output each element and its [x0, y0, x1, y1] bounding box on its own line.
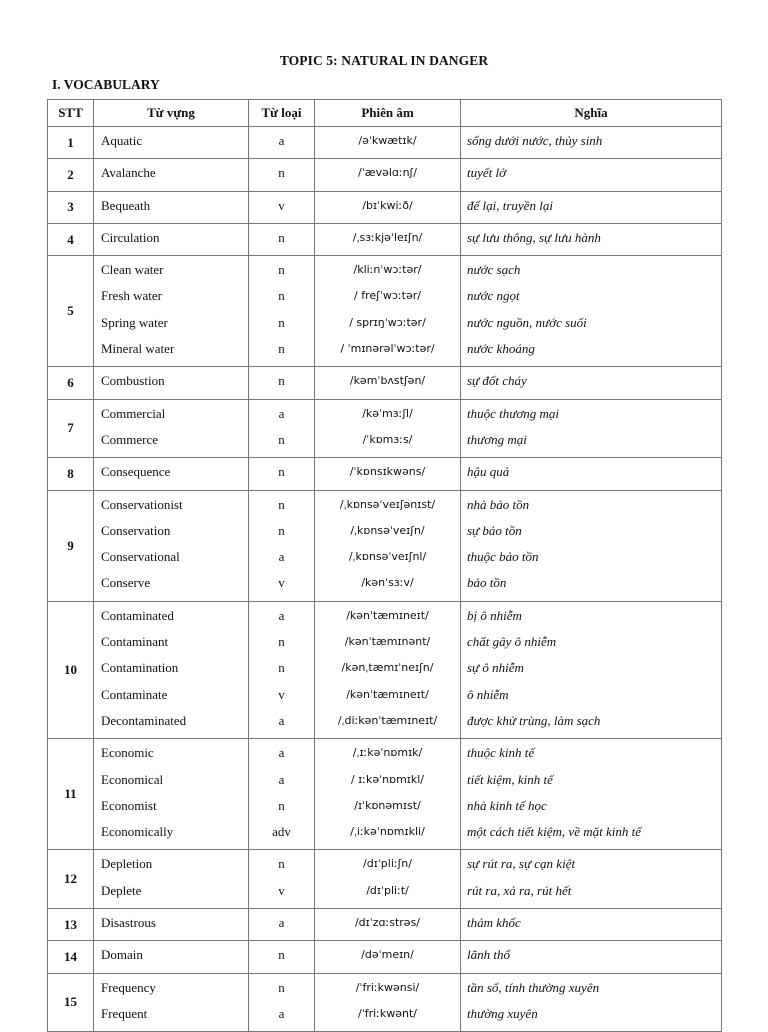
pronunciation-text: /ˌkɒnsəˈveɪʃnl/ — [348, 550, 427, 564]
table-row — [48, 191, 722, 223]
meaning-cell — [461, 973, 722, 1032]
row-number: 11 — [48, 739, 94, 850]
pronunciation-text: /kənˌtæmɪˈneɪʃn/ — [341, 661, 434, 675]
pronunciation-text: /kliːnˈwɔːtər/ — [353, 263, 422, 277]
meaning-cell — [461, 850, 722, 909]
word-text: Conserve — [101, 575, 151, 591]
meaning-cell — [461, 367, 722, 399]
meaning-text: sự ô nhiễm — [467, 660, 524, 676]
header-stt: STT — [48, 100, 94, 127]
meaning-cell — [461, 909, 722, 941]
table-row — [48, 256, 722, 367]
meaning-text: sự rút ra, sự cạn kiệt — [467, 856, 576, 872]
part-of-speech-cell — [249, 191, 315, 223]
meaning-cell — [461, 739, 722, 850]
pronunciation-text: /ˌkɒnsəˈveɪʃənɪst/ — [339, 497, 436, 511]
pronunciation-text: /ˈfriːkwənt/ — [357, 1006, 417, 1020]
part-of-speech-text: a — [278, 549, 285, 565]
table-row — [48, 159, 722, 191]
pronunciation-text: /kənˈtæmɪneɪt/ — [346, 608, 429, 622]
word-text: Economist — [101, 797, 157, 813]
pronunciation-text: /ˌdiːkənˈtæmɪneɪt/ — [337, 713, 438, 727]
meaning-text: bảo tồn — [467, 575, 507, 591]
meaning-cell — [461, 223, 722, 255]
table-row — [48, 223, 722, 255]
pronunciation-cell — [315, 601, 461, 738]
part-of-speech-text: n — [278, 314, 285, 330]
word-text: Conservational — [101, 549, 180, 565]
pronunciation-cell — [315, 159, 461, 191]
word-text: Economic — [101, 745, 154, 761]
section-heading: I. VOCABULARY — [52, 77, 160, 92]
table-row — [48, 973, 722, 1032]
meaning-text: nước ngọt — [467, 288, 520, 304]
meaning-text: chất gây ô nhiễm — [467, 634, 557, 650]
table-body — [48, 127, 722, 1032]
pronunciation-cell — [315, 367, 461, 399]
word-text: Domain — [101, 947, 143, 963]
part-of-speech-text: n — [278, 229, 285, 245]
word-cell — [94, 399, 249, 458]
page-title: TOPIC 5: NATURAL IN DANGER — [279, 53, 489, 68]
row-number: 5 — [48, 256, 94, 367]
table-row — [48, 458, 722, 490]
part-of-speech-cell — [249, 223, 315, 255]
part-of-speech-text: n — [278, 373, 285, 389]
meaning-text: sống dưới nước, thủy sinh — [467, 133, 603, 148]
row-number: 15 — [48, 973, 94, 1032]
word-text: Economically — [101, 824, 174, 840]
header-part-of-speech: Từ loại — [249, 100, 315, 127]
pronunciation-text: /dəˈmeɪn/ — [361, 948, 414, 962]
word-text: Contaminated — [101, 607, 174, 623]
part-of-speech-text: a — [278, 745, 285, 761]
part-of-speech-text: n — [278, 165, 285, 181]
pronunciation-cell — [315, 739, 461, 850]
part-of-speech-cell — [249, 159, 315, 191]
pronunciation-cell — [315, 256, 461, 367]
part-of-speech-text: v — [278, 197, 285, 213]
part-of-speech-text: n — [278, 496, 285, 512]
row-number: 3 — [48, 191, 94, 223]
pronunciation-text: /bɪˈkwiːð/ — [362, 198, 413, 212]
pronunciation-text: /ˌkɒnsəˈveɪʃn/ — [350, 523, 425, 537]
meaning-text: hậu quả — [467, 464, 510, 480]
table-row — [48, 909, 722, 941]
row-number: 9 — [48, 490, 94, 601]
meaning-text: thuộc bảo tồn — [467, 549, 539, 565]
meaning-cell — [461, 159, 722, 191]
word-text: Decontaminated — [101, 712, 187, 728]
vocabulary-table — [47, 99, 722, 1032]
part-of-speech-text: n — [278, 464, 285, 480]
pronunciation-text: /dɪˈpliːʃn/ — [363, 857, 412, 871]
table-header-row — [48, 100, 722, 127]
part-of-speech-cell — [249, 941, 315, 973]
meaning-cell — [461, 127, 722, 159]
part-of-speech-cell — [249, 601, 315, 738]
pronunciation-text: /kəˈmɜːʃl/ — [362, 406, 413, 420]
row-number: 13 — [48, 909, 94, 941]
part-of-speech-text: n — [278, 947, 285, 963]
pronunciation-text: /ˈkɒmɜːs/ — [362, 432, 413, 446]
pronunciation-cell — [315, 850, 461, 909]
part-of-speech-cell — [249, 973, 315, 1032]
meaning-text: tiết kiệm, kinh tế — [467, 771, 553, 787]
part-of-speech-text: a — [278, 771, 285, 787]
pronunciation-text: / freʃˈwɔːtər/ — [354, 289, 421, 303]
part-of-speech-cell — [249, 127, 315, 159]
pronunciation-text: /ˈfriːkwənsi/ — [355, 980, 420, 994]
word-cell — [94, 223, 249, 255]
meaning-text: tuyết lở — [467, 165, 507, 181]
word-text: Spring water — [101, 314, 168, 330]
row-number: 1 — [48, 127, 94, 159]
pronunciation-cell — [315, 458, 461, 490]
part-of-speech-cell — [249, 458, 315, 490]
word-cell — [94, 127, 249, 159]
part-of-speech-text: v — [278, 882, 285, 898]
pronunciation-cell — [315, 973, 461, 1032]
word-text: Circulation — [101, 229, 160, 245]
part-of-speech-text: a — [278, 915, 285, 931]
meaning-text: lãnh thổ — [467, 947, 510, 963]
part-of-speech-text: n — [278, 288, 285, 304]
meaning-cell — [461, 490, 722, 601]
meaning-text: nước khoáng — [467, 341, 535, 357]
part-of-speech-text: a — [278, 712, 285, 728]
meaning-cell — [461, 399, 722, 458]
pronunciation-cell — [315, 223, 461, 255]
word-text: Bequeath — [101, 197, 151, 213]
part-of-speech-text: n — [278, 341, 285, 357]
pronunciation-text: /ˈævəlɑːnʃ/ — [358, 166, 417, 180]
meaning-text: thảm khốc — [467, 915, 521, 931]
word-text: Contaminant — [101, 634, 169, 650]
word-text: Commercial — [101, 405, 166, 421]
row-number: 12 — [48, 850, 94, 909]
pronunciation-cell — [315, 909, 461, 941]
row-number: 4 — [48, 223, 94, 255]
meaning-text: sự đốt cháy — [467, 373, 527, 389]
table-row — [48, 490, 722, 601]
word-text: Depletion — [101, 856, 153, 872]
pronunciation-cell — [315, 191, 461, 223]
part-of-speech-text: adv — [272, 824, 291, 840]
word-text: Economical — [101, 771, 164, 787]
word-cell — [94, 739, 249, 850]
meaning-text: rút ra, xả ra, rút hết — [467, 882, 572, 898]
part-of-speech-cell — [249, 399, 315, 458]
meaning-text: thuộc kinh tế — [467, 745, 535, 761]
meaning-text: ô nhiễm — [467, 686, 509, 702]
word-text: Avalanche — [101, 165, 156, 181]
meaning-text: nước nguồn, nước suối — [467, 314, 587, 330]
part-of-speech-text: n — [278, 634, 285, 650]
word-cell — [94, 850, 249, 909]
pronunciation-text: / ɪːkəˈnɒmɪkl/ — [350, 772, 425, 786]
word-cell — [94, 256, 249, 367]
meaning-text: sự bảo tồn — [467, 522, 522, 538]
pronunciation-cell — [315, 127, 461, 159]
meaning-text: nhà bảo tồn — [467, 496, 530, 512]
pronunciation-text: / ˈmɪnərəlˈwɔːtər/ — [340, 342, 435, 356]
word-cell — [94, 973, 249, 1032]
part-of-speech-cell — [249, 367, 315, 399]
row-number: 2 — [48, 159, 94, 191]
word-text: Contaminate — [101, 686, 168, 702]
part-of-speech-text: n — [278, 660, 285, 676]
pronunciation-text: / sprɪŋˈwɔːtər/ — [349, 315, 426, 329]
word-text: Aquatic — [101, 133, 143, 148]
row-number: 7 — [48, 399, 94, 458]
table-row — [48, 127, 722, 159]
word-text: Frequency — [101, 979, 156, 995]
meaning-text: nước sạch — [467, 262, 521, 278]
meaning-text: được khử trùng, làm sạch — [467, 712, 601, 728]
pronunciation-text: /kənˈtæmɪneɪt/ — [346, 687, 429, 701]
pronunciation-text: /ɪˈkɒnəmɪst/ — [354, 798, 421, 812]
pronunciation-text: /ˌsɜːkjəˈleɪʃn/ — [352, 230, 423, 244]
word-text: Conservationist — [101, 496, 183, 512]
part-of-speech-text: n — [278, 262, 285, 278]
meaning-text: nhà kinh tế học — [467, 797, 547, 813]
table-row — [48, 601, 722, 738]
part-of-speech-cell — [249, 850, 315, 909]
word-text: Consequence — [101, 464, 171, 480]
meaning-text: để lại, truyền lại — [467, 197, 553, 213]
meaning-text: sự lưu thông, sự lưu hành — [467, 229, 601, 245]
table-row — [48, 850, 722, 909]
meaning-text: thường xuyên — [467, 1005, 538, 1021]
meaning-cell — [461, 191, 722, 223]
word-cell — [94, 909, 249, 941]
word-cell — [94, 941, 249, 973]
meaning-cell — [461, 458, 722, 490]
header-meaning: Nghĩa — [461, 100, 722, 127]
pronunciation-text: /dɪˈzɑːstrəs/ — [354, 916, 421, 930]
meaning-cell — [461, 601, 722, 738]
table-row — [48, 941, 722, 973]
row-number: 10 — [48, 601, 94, 738]
pronunciation-text: /ˌɪːkəˈnɒmɪk/ — [352, 746, 423, 760]
word-cell — [94, 191, 249, 223]
part-of-speech-cell — [249, 739, 315, 850]
table-row — [48, 399, 722, 458]
table-row — [48, 739, 722, 850]
part-of-speech-text: n — [278, 979, 285, 995]
part-of-speech-cell — [249, 256, 315, 367]
word-cell — [94, 490, 249, 601]
table-row — [48, 367, 722, 399]
meaning-text: thuộc thương mại — [467, 405, 560, 421]
word-cell — [94, 458, 249, 490]
part-of-speech-text: a — [278, 133, 285, 148]
part-of-speech-text: a — [278, 607, 285, 623]
pronunciation-text: /ˌiːkəˈnɒmɪkli/ — [350, 825, 425, 839]
pronunciation-text: /ˈkɒnsɪkwəns/ — [349, 465, 426, 479]
meaning-text: thương mại — [467, 431, 527, 447]
row-number: 8 — [48, 458, 94, 490]
word-text: Combustion — [101, 373, 165, 389]
part-of-speech-text: n — [278, 797, 285, 813]
part-of-speech-text: a — [278, 1005, 285, 1021]
meaning-text: tần số, tính thường xuyên — [467, 979, 600, 995]
word-text: Conservation — [101, 522, 171, 538]
pronunciation-text: /kənˈtæmɪnənt/ — [344, 635, 431, 649]
part-of-speech-cell — [249, 490, 315, 601]
pronunciation-cell — [315, 490, 461, 601]
word-text: Disastrous — [101, 915, 156, 931]
pronunciation-text: /əˈkwætɪk/ — [358, 134, 417, 147]
meaning-cell — [461, 941, 722, 973]
word-text: Deplete — [101, 882, 142, 898]
pronunciation-text: /dɪˈpliːt/ — [366, 883, 409, 897]
meaning-cell — [461, 256, 722, 367]
word-text: Mineral water — [101, 341, 175, 357]
pronunciation-text: /kənˈsɜːv/ — [361, 576, 414, 590]
pronunciation-cell — [315, 941, 461, 973]
word-cell — [94, 601, 249, 738]
part-of-speech-text: v — [278, 686, 285, 702]
part-of-speech-text: v — [278, 575, 285, 591]
meaning-text: một cách tiết kiệm, về mặt kinh tế — [467, 824, 641, 840]
header-pronunciation: Phiên âm — [315, 100, 461, 127]
part-of-speech-cell — [249, 909, 315, 941]
header-word: Từ vựng — [94, 100, 249, 127]
pronunciation-cell — [315, 399, 461, 458]
part-of-speech-text: n — [278, 856, 285, 872]
meaning-text: bị ô nhiễm — [467, 607, 522, 623]
row-number: 6 — [48, 367, 94, 399]
part-of-speech-text: n — [278, 522, 285, 538]
word-cell — [94, 367, 249, 399]
word-text: Frequent — [101, 1005, 148, 1021]
pronunciation-text: /kəmˈbʌstʃən/ — [349, 374, 426, 388]
word-text: Commerce — [101, 431, 159, 447]
word-text: Contamination — [101, 660, 179, 676]
word-text: Clean water — [101, 262, 164, 278]
word-cell — [94, 159, 249, 191]
word-text: Fresh water — [101, 288, 163, 304]
row-number: 14 — [48, 941, 94, 973]
part-of-speech-text: n — [278, 431, 285, 447]
part-of-speech-text: a — [278, 405, 285, 421]
